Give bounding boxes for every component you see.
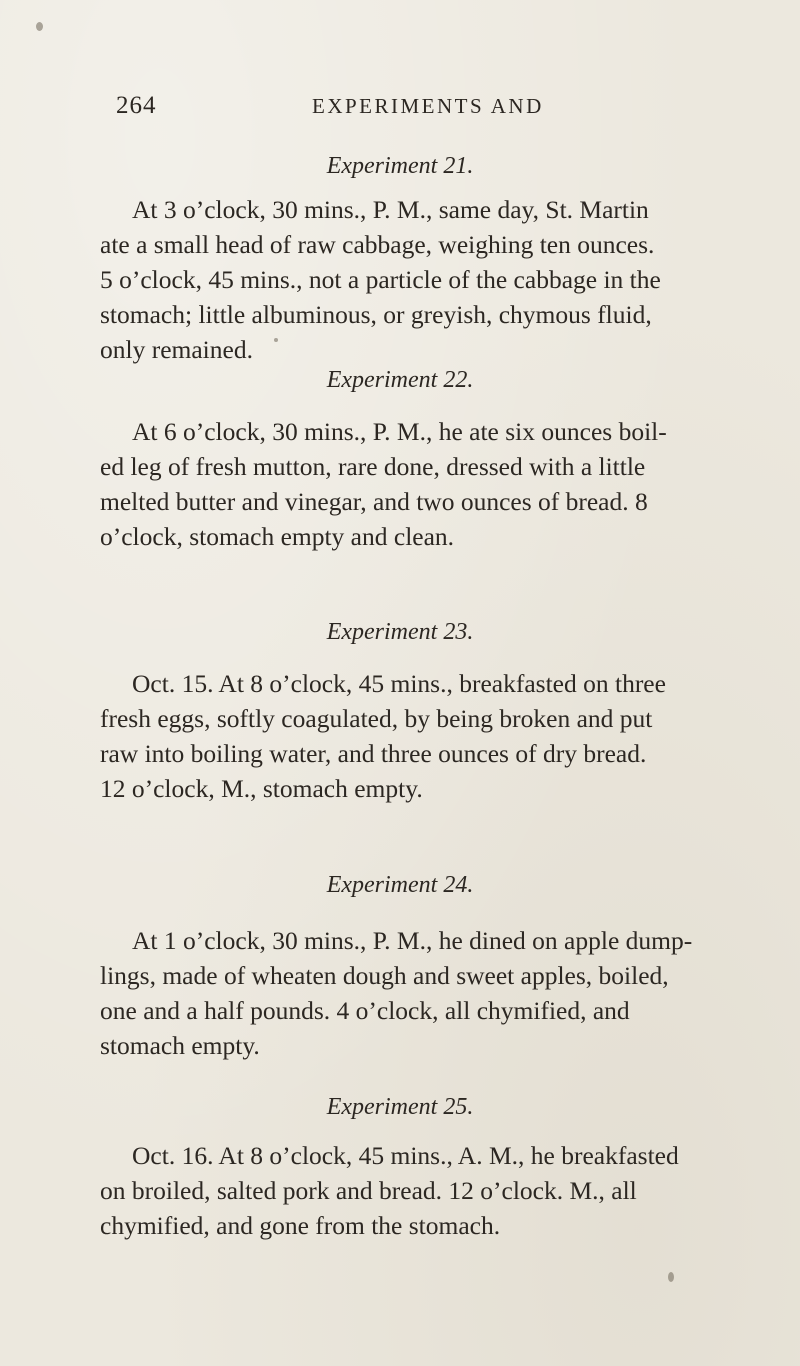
text-line: melted butter and vinegar, and two ounces of bread. 8 [100,487,648,516]
experiment-23-heading: Experiment 23. [326,619,474,645]
text-line: At 6 o’clock, 30 mins., P. M., he ate six ounces boil- [132,417,667,446]
text-line: 12 o’clock, M., stomach empty. [100,774,423,803]
running-head [116,92,776,122]
text-line: Oct. 16. At 8 o’clock, 45 mins., A. M., he breakfasted [132,1141,679,1170]
experiment-25-heading: Experiment 25. [326,1094,474,1120]
foxing-spot [668,1272,674,1282]
text-line: only remained. [100,335,253,364]
experiment-25-text [100,1138,776,1243]
experiment-24-heading: Experiment 24. [326,872,474,898]
experiment-22-text [100,414,776,554]
text-line: raw into boiling water, and three ounces of dry bread. [100,739,647,768]
running-head-title: EXPERIMENTS AND [312,94,544,118]
text-line: At 1 o’clock, 30 mins., P. M., he dined on apple dump- [132,926,693,955]
text-line: chymified, and gone from the stomach. [100,1211,501,1240]
text-line: ate a small head of raw cabbage, weighing ten ounces. [100,230,655,259]
experiment-23-text [100,666,776,806]
foxing-spot [274,338,278,342]
text-line: o’clock, stomach empty and clean. [100,522,455,551]
text-line: At 3 o’clock, 30 mins., P. M., same day, St. Martin [132,195,649,224]
text-line: 5 o’clock, 45 mins., not a particle of the cabbage in the [100,265,661,294]
experiment-24-text [100,923,776,1063]
text-line: fresh eggs, softly coagulated, by being broken and put [100,704,653,733]
text-line: lings, made of wheaten dough and sweet apples, boiled, [100,961,669,990]
text-line: one and a half pounds. 4 o’clock, all chymified, and [100,996,630,1025]
experiment-22-heading: Experiment 22. [326,367,474,393]
text-line: stomach empty. [100,1031,260,1060]
text-line: on broiled, salted pork and bread. 12 o’clock. M., all [100,1176,637,1205]
text-line: Oct. 15. At 8 o’clock, 45 mins., breakfasted on three [132,669,666,698]
text-line: ed leg of fresh mutton, rare done, dressed with a little [100,452,646,481]
text-line: stomach; little albuminous, or greyish, chymous fluid, [100,300,652,329]
foxing-spot [36,22,43,31]
experiment-21-heading: Experiment 21. [326,153,474,179]
page-number: 264 [116,92,157,119]
experiment-21-text [100,192,776,367]
